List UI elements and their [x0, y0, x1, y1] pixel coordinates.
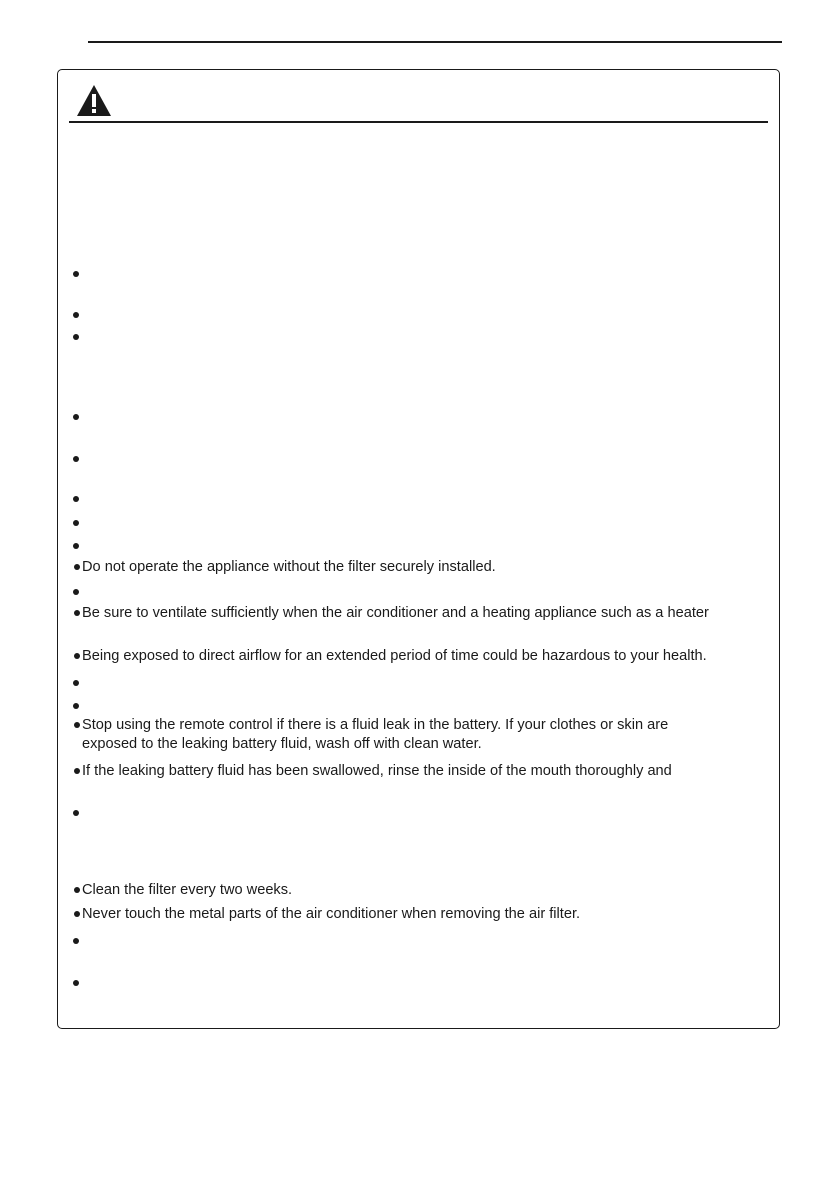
bullet-dot: [74, 722, 80, 728]
bullet-dot: [73, 520, 79, 526]
bullet-dot: [73, 703, 79, 709]
bullet-dot: [73, 589, 79, 595]
bullet-dot: [73, 680, 79, 686]
warning-panel: [57, 69, 780, 1029]
page-top-rule: [88, 41, 782, 43]
bullet-dot: [73, 810, 79, 816]
bullet-dot: [74, 610, 80, 616]
bullet-text: If the leaking battery fluid has been swallowed, rinse the inside of the mouth thoroughly and: [82, 763, 672, 779]
bullet-dot: [73, 938, 79, 944]
bullet-text: Stop using the remote control if there is a fluid leak in the battery. If your clothes or skin are: [82, 717, 669, 733]
bullet-dot: [74, 768, 80, 774]
bullet-text: Do not operate the appliance without the filter securely installed.: [82, 559, 496, 575]
bullet-dot: [73, 980, 79, 986]
bullet-dot: [73, 414, 79, 420]
bullet-text: Be sure to ventilate sufficiently when the air conditioner and a heating appliance such as a heater: [82, 605, 709, 621]
bullet-dot: [73, 312, 79, 318]
bullet-dot: [73, 271, 79, 277]
bullet-dot: [74, 887, 80, 893]
bullet-text-continued: exposed to the leaking battery fluid, wash off with clean water.: [82, 736, 482, 752]
bullet-dot: [74, 564, 80, 570]
bullet-dot: [74, 653, 80, 659]
bullet-dot: [73, 456, 79, 462]
bullet-text: Clean the filter every two weeks.: [82, 882, 293, 898]
bullet-text: Never touch the metal parts of the air conditioner when removing the air filter.: [82, 906, 581, 922]
bullet-dot: [74, 911, 80, 917]
heading-rule: [69, 121, 768, 123]
bullet-text: Being exposed to direct airflow for an extended period of time could be hazardous to your health.: [82, 648, 707, 664]
bullet-dot: [73, 543, 79, 549]
warning-triangle-icon: [75, 83, 113, 118]
bullet-dot: [73, 334, 79, 340]
bullet-dot: [73, 496, 79, 502]
